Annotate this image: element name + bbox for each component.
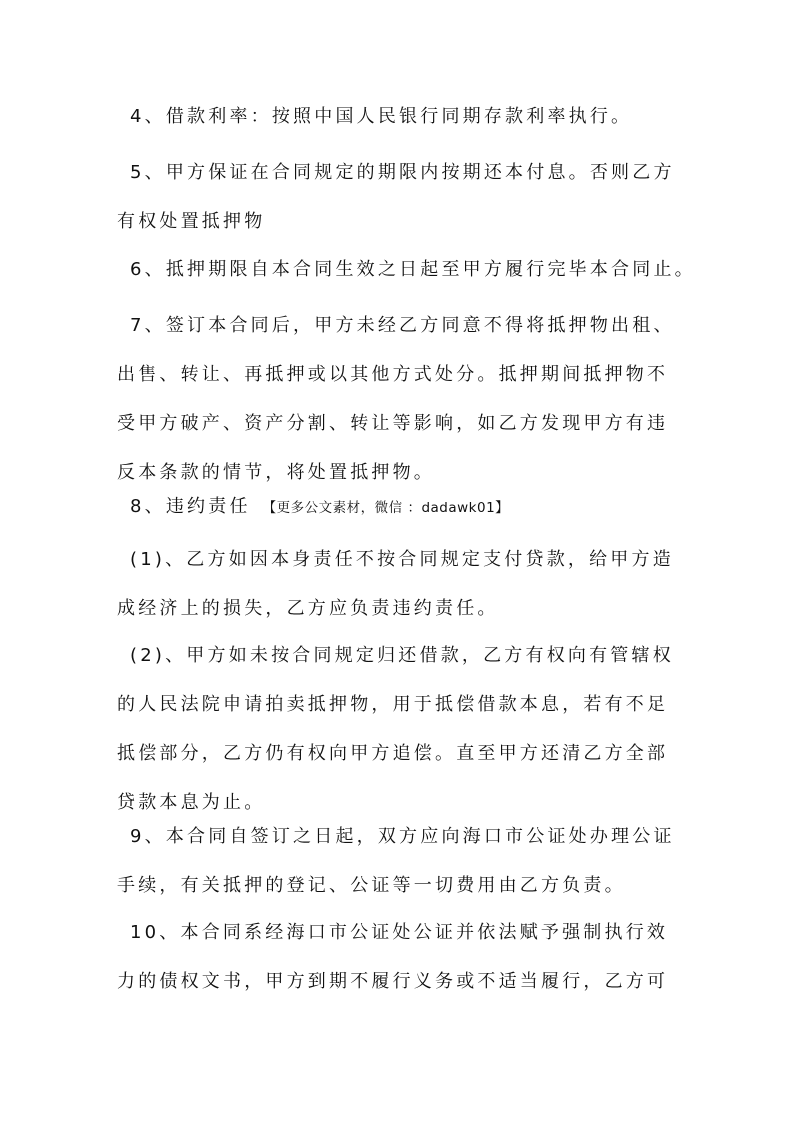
clause-8-item-1-line-2: 成经济上的损失，乙方应负责违约责任。 [117,598,499,619]
clause-4 [117,92,677,141]
clause-5-line-1: 5、甲方保证在合同规定的期限内按期还本付息。否则乙方 [130,162,675,183]
clause-7-line-2: 出售、转让、再抵押或以其他方式处分。抵押期间抵押物不 [117,364,669,385]
clause-10-line-1: 10、本合同系经海口市公证处公证并依法赋予强制执行效 [130,922,669,943]
clause-9-line-1: 9、本合同自签订之日起，双方应向海口市公证处办理公证 [130,826,675,847]
clause-8-item-2-line-3: 抵偿部分，乙方仍有权向甲方追偿。直至甲方还清乙方全部 [117,743,669,764]
clause-7-line-1: 7、签订本合同后，甲方未经乙方同意不得将抵押物出租、 [130,315,675,336]
clause-8-line-1 [117,482,677,531]
clause-9-line-2: 手续，有关抵押的登记、公证等一切费用由乙方负责。 [117,875,626,896]
clause-7 [117,301,677,497]
clause-5 [117,148,677,246]
clause-8-heading: 8、违约责任 [130,496,251,517]
clause-6 [117,245,696,294]
clause-10-line-2: 力的债权文书，甲方到期不履行义务或不适当履行，乙方可 [117,971,669,992]
clause-8 [117,482,677,531]
clause-8-item-2-line-2: 的人民法院申请拍卖抵押物，用于抵偿借款本息，若有不足 [117,694,669,715]
clause-7-line-4: 反本条款的情节，将处置抵押物。 [117,462,435,483]
clause-4-line-1: 4、借款利率：按照中国人民银行同期存款利率执行。 [130,106,633,127]
promo-note: 【更多公文素材，微信 ：dadawk01】 [262,500,510,516]
clause-9 [117,812,677,910]
clause-8-item-1-line-1: (1)、乙方如因本身责任不按合同规定支付贷款，给甲方造 [130,549,674,570]
clause-8-item-1 [117,535,677,633]
clause-8-item-2-line-1: (2)、甲方如未按合同规定归还借款，乙方有权向有管辖权 [130,645,674,666]
clause-5-line-2: 有权处置抵押物 [117,211,266,232]
clause-8-item-2-line-4: 贷款本息为止。 [117,792,266,813]
clause-8-item-2 [117,631,677,827]
clause-10 [117,908,677,1006]
clause-7-line-3: 受甲方破产、资产分割、转让等影响，如乙方发现甲方有违 [117,413,669,434]
clause-6-line-1: 6、抵押期限自本合同生效之日起至甲方履行完毕本合同止。 [130,259,696,280]
